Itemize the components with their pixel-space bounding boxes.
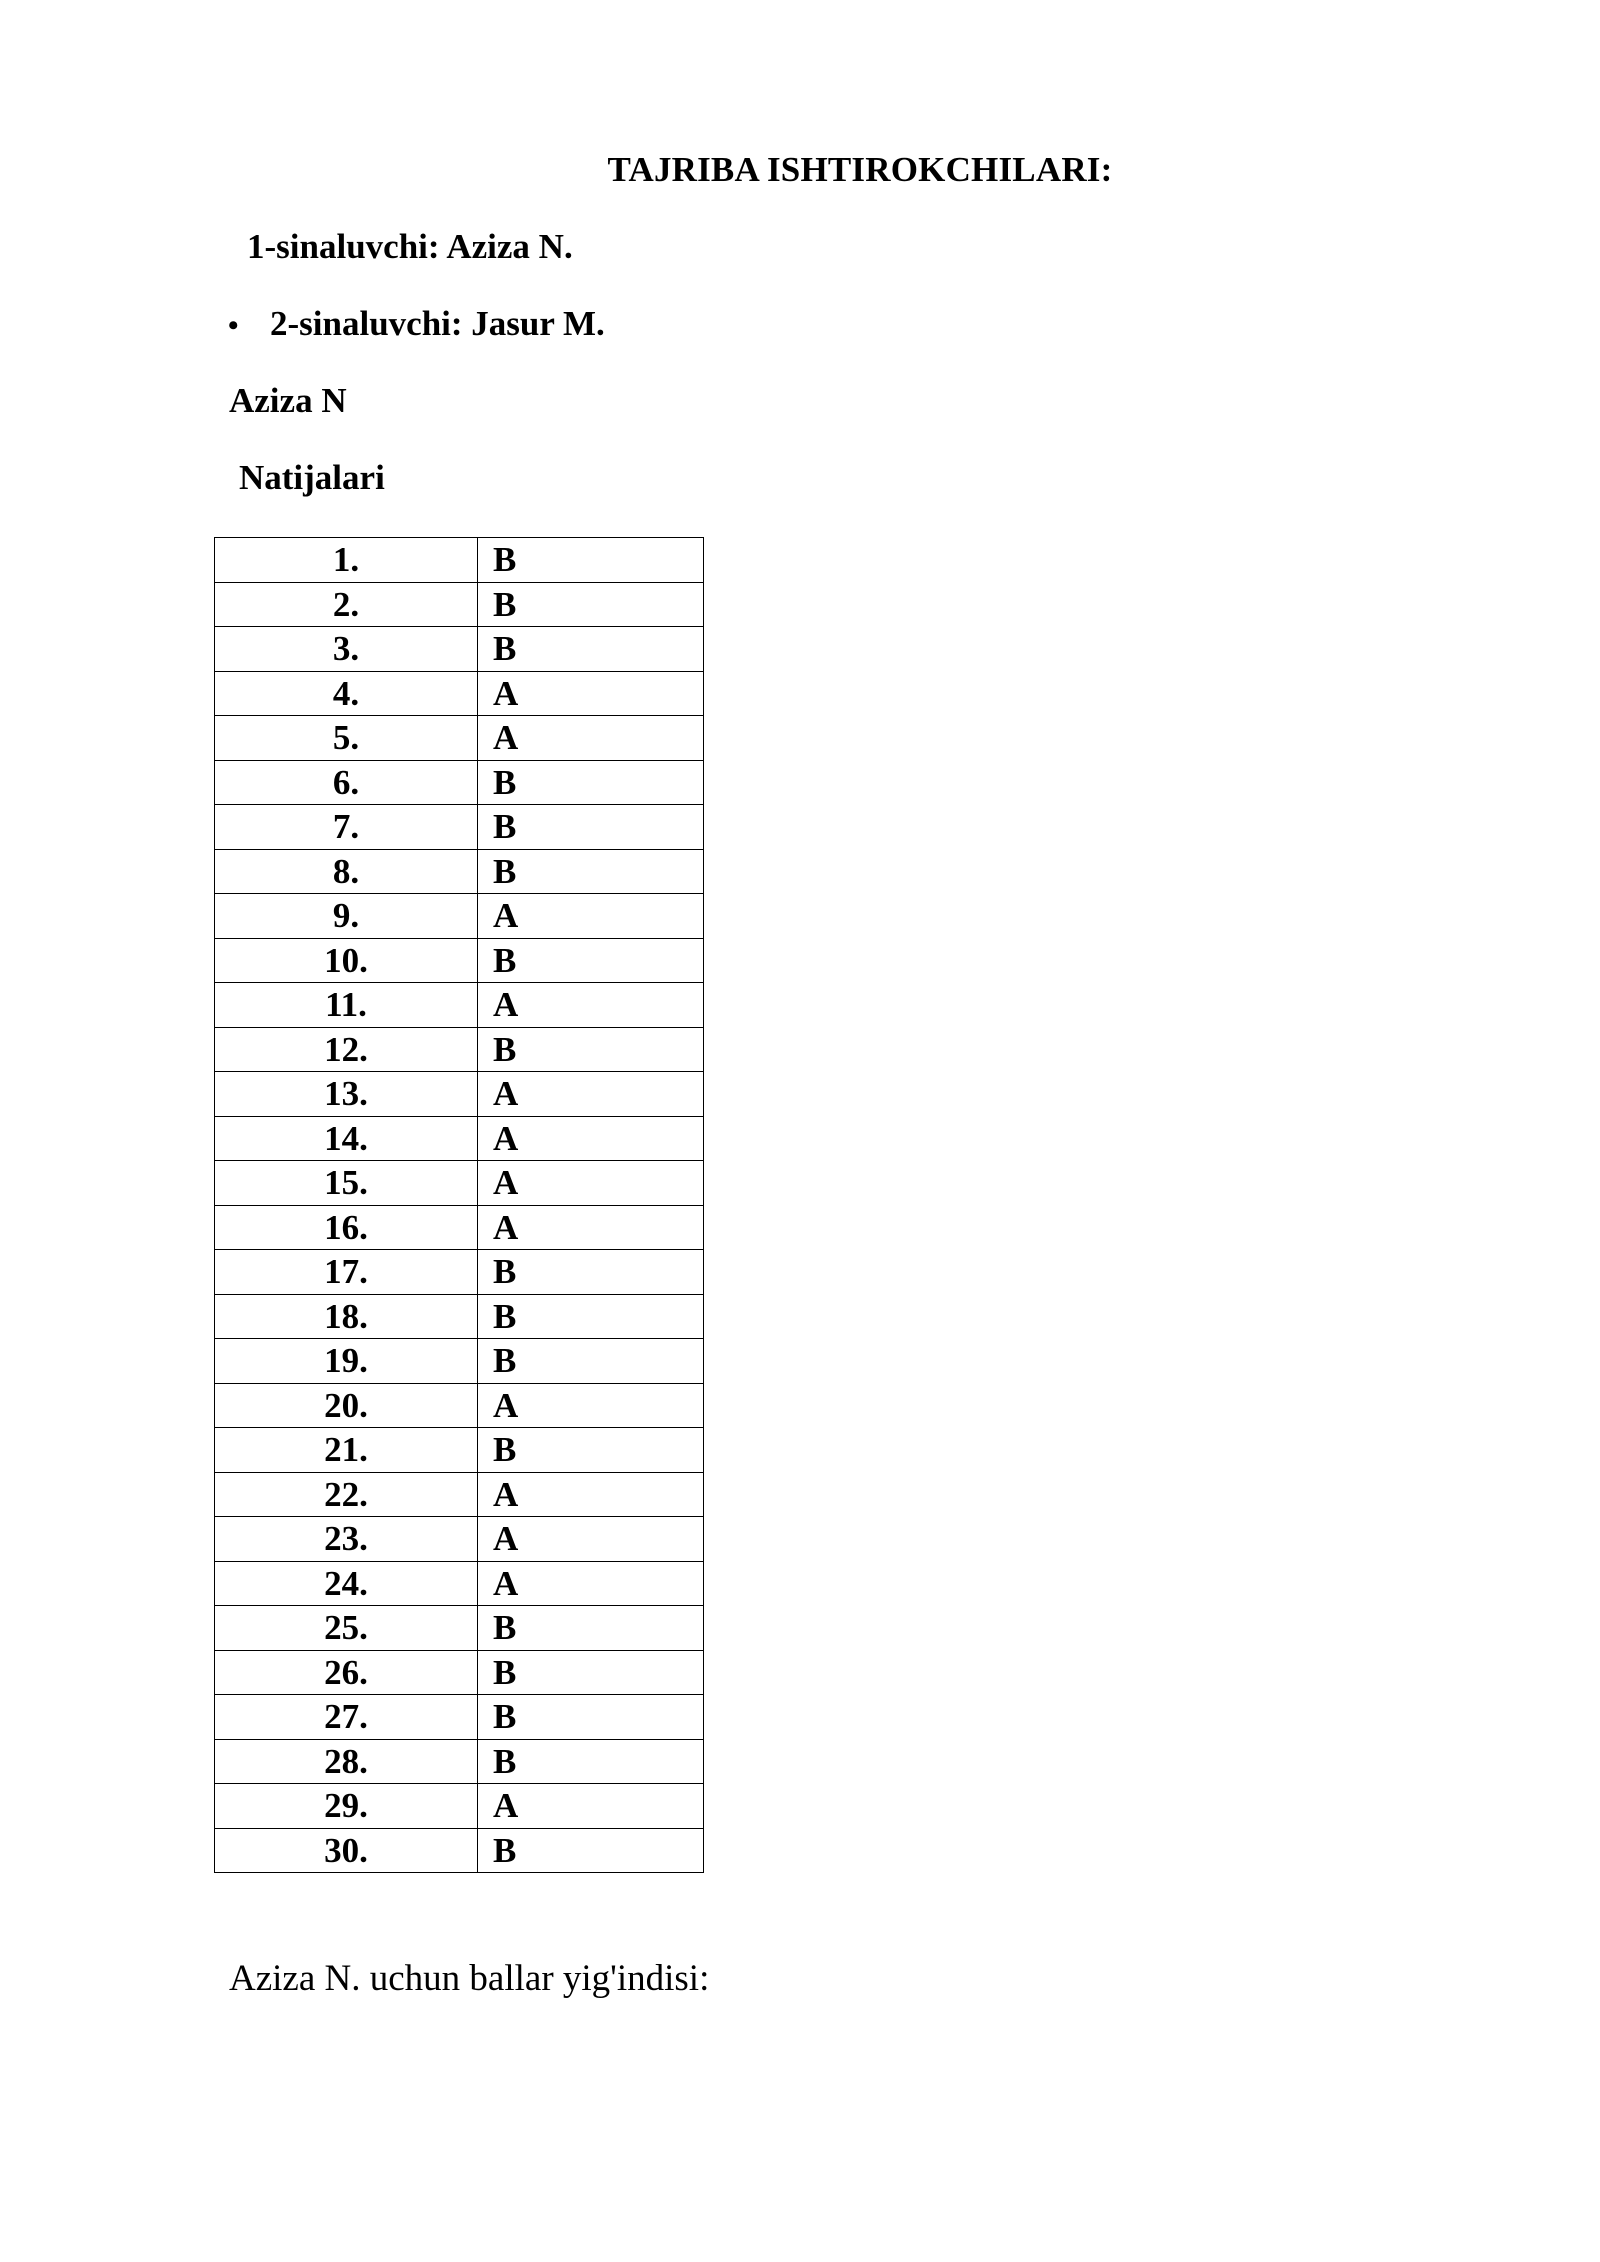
answer-cell: B	[478, 1695, 704, 1740]
question-number-cell: 7.	[215, 805, 478, 850]
table-row	[215, 582, 704, 627]
table-row	[215, 805, 704, 850]
bullet-icon: •	[228, 309, 239, 342]
question-number-cell: 4.	[215, 671, 478, 716]
table-row	[215, 1027, 704, 1072]
answer-cell: B	[478, 1606, 704, 1651]
table-row	[215, 1161, 704, 1206]
question-number-cell: 10.	[215, 938, 478, 983]
answer-cell: A	[478, 1072, 704, 1117]
answer-cell: B	[478, 1339, 704, 1384]
participant-1: 1-sinaluvchi: Aziza N.	[247, 227, 573, 266]
results-table-body	[215, 538, 704, 1873]
table-row	[215, 1205, 704, 1250]
answer-cell: B	[478, 1250, 704, 1295]
question-number-cell: 24.	[215, 1561, 478, 1606]
question-number-cell: 8.	[215, 849, 478, 894]
table-row	[215, 1294, 704, 1339]
table-row	[215, 1606, 704, 1651]
table-row	[215, 1472, 704, 1517]
question-number-cell: 5.	[215, 716, 478, 761]
question-number-cell: 30.	[215, 1828, 478, 1873]
question-number-cell: 16.	[215, 1205, 478, 1250]
question-number-cell: 22.	[215, 1472, 478, 1517]
question-number-cell: 28.	[215, 1739, 478, 1784]
table-row	[215, 1739, 704, 1784]
document-title: TAJRIBA ISHTIROKCHILARI:	[607, 150, 1113, 189]
participant-2: 2-sinaluvchi: Jasur M.	[270, 304, 605, 343]
table-row	[215, 1517, 704, 1562]
table-row	[215, 1339, 704, 1384]
answer-cell: A	[478, 1561, 704, 1606]
answer-cell: A	[478, 1205, 704, 1250]
table-row	[215, 1695, 704, 1740]
answer-cell: B	[478, 1027, 704, 1072]
answer-cell: B	[478, 538, 704, 583]
answer-cell: B	[478, 849, 704, 894]
question-number-cell: 6.	[215, 760, 478, 805]
table-row	[215, 1561, 704, 1606]
answer-cell: B	[478, 627, 704, 672]
table-row	[215, 671, 704, 716]
question-number-cell: 3.	[215, 627, 478, 672]
question-number-cell: 19.	[215, 1339, 478, 1384]
question-number-cell: 15.	[215, 1161, 478, 1206]
question-number-cell: 27.	[215, 1695, 478, 1740]
table-row	[215, 760, 704, 805]
results-label: Natijalari	[239, 458, 385, 497]
score-sum-label: Aziza N. uchun ballar yig'indisi:	[229, 1958, 710, 1999]
question-number-cell: 18.	[215, 1294, 478, 1339]
question-number-cell: 1.	[215, 538, 478, 583]
answer-cell: A	[478, 671, 704, 716]
table-row	[215, 894, 704, 939]
question-number-cell: 12.	[215, 1027, 478, 1072]
results-table	[214, 537, 704, 1873]
question-number-cell: 11.	[215, 983, 478, 1028]
question-number-cell: 29.	[215, 1784, 478, 1829]
table-row	[215, 1784, 704, 1829]
answer-cell: A	[478, 1116, 704, 1161]
answer-cell: B	[478, 760, 704, 805]
answer-cell: B	[478, 1428, 704, 1473]
question-number-cell: 13.	[215, 1072, 478, 1117]
subject-name: Aziza N	[229, 381, 347, 420]
answer-cell: B	[478, 1650, 704, 1695]
question-number-cell: 14.	[215, 1116, 478, 1161]
answer-cell: B	[478, 582, 704, 627]
table-row	[215, 1383, 704, 1428]
answer-cell: B	[478, 1294, 704, 1339]
table-row	[215, 1250, 704, 1295]
answer-cell: B	[478, 1739, 704, 1784]
table-row	[215, 938, 704, 983]
answer-cell: A	[478, 1784, 704, 1829]
answer-cell: B	[478, 805, 704, 850]
question-number-cell: 23.	[215, 1517, 478, 1562]
answer-cell: B	[478, 1828, 704, 1873]
table-row	[215, 1828, 704, 1873]
answer-cell: A	[478, 1383, 704, 1428]
table-row	[215, 1428, 704, 1473]
participant-2-item	[228, 304, 605, 346]
answer-cell: A	[478, 894, 704, 939]
answer-cell: A	[478, 716, 704, 761]
answer-cell: A	[478, 983, 704, 1028]
answer-cell: B	[478, 938, 704, 983]
table-row	[215, 627, 704, 672]
question-number-cell: 21.	[215, 1428, 478, 1473]
answer-cell: A	[478, 1161, 704, 1206]
answer-cell: A	[478, 1472, 704, 1517]
table-row	[215, 1650, 704, 1695]
question-number-cell: 17.	[215, 1250, 478, 1295]
question-number-cell: 2.	[215, 582, 478, 627]
table-row	[215, 983, 704, 1028]
answer-cell: A	[478, 1517, 704, 1562]
table-row	[215, 538, 704, 583]
question-number-cell: 26.	[215, 1650, 478, 1695]
table-row	[215, 716, 704, 761]
table-row	[215, 1072, 704, 1117]
question-number-cell: 9.	[215, 894, 478, 939]
table-row	[215, 1116, 704, 1161]
table-row	[215, 849, 704, 894]
question-number-cell: 25.	[215, 1606, 478, 1651]
question-number-cell: 20.	[215, 1383, 478, 1428]
